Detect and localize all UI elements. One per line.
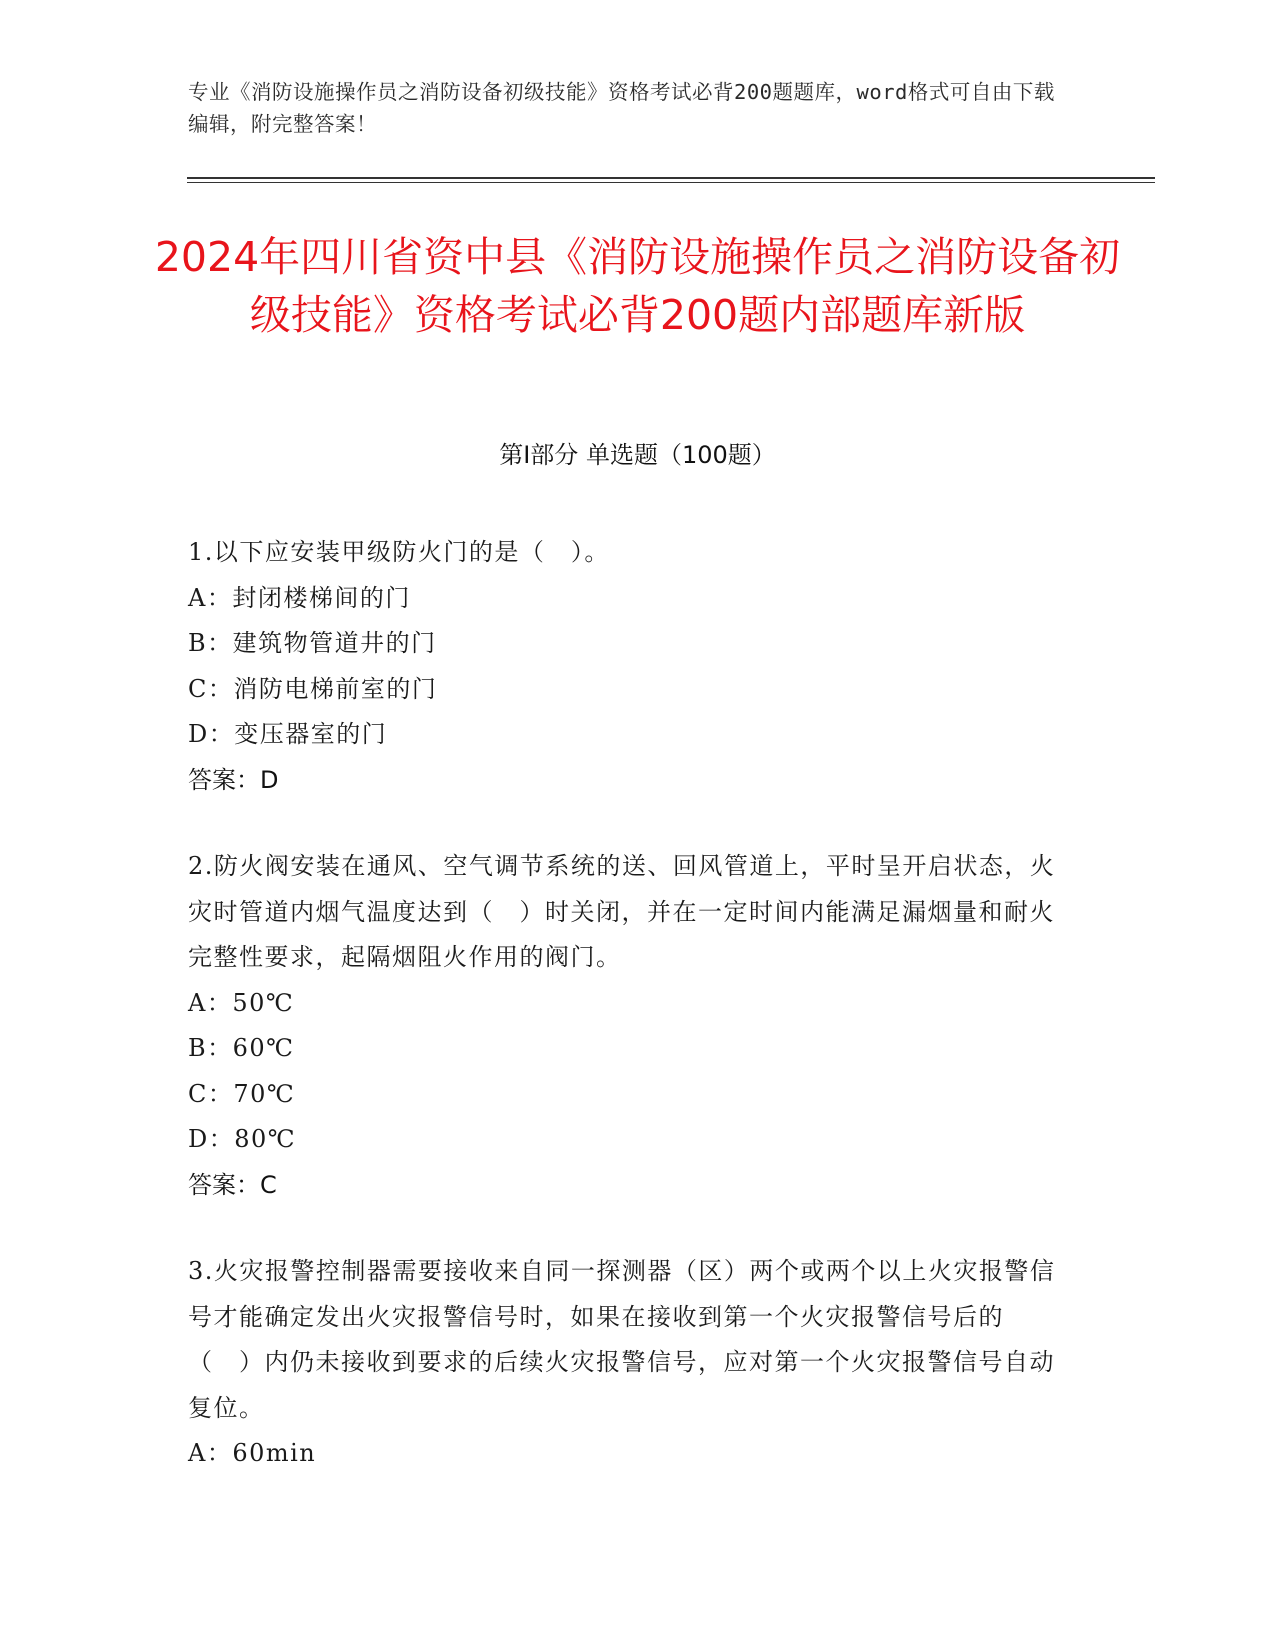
- question-list: [188, 530, 1068, 1518]
- option-b: B：建筑物管道井的门: [188, 629, 437, 657]
- option-a: A：50℃: [188, 988, 295, 1017]
- question-stem: 3.火灾报警控制器需要接收来自同一探测器（区）两个或两个以上火灾报警信号才能确定发出火灾报警信号时，如果在接收到第一个火灾报警信号后的（ ）内仍未接收到要求的后续火灾报警信号，应对第一个火灾报警信号自动复位。: [188, 1257, 1056, 1422]
- section-title: 第Ⅰ部分 单选题（100题）: [499, 441, 776, 469]
- question-2: [188, 844, 1068, 1208]
- option-c: C：70℃: [188, 1079, 296, 1108]
- option-d: D：变压器室的门: [188, 720, 388, 748]
- option-b: B：60℃: [188, 1034, 295, 1062]
- header-divider-thin: [187, 182, 1155, 183]
- document-title: 2024年四川省资中县《消防设施操作员之消防设备初级技能》资格考试必背200题内部题库新版: [154, 233, 1121, 339]
- question-stem: 1.以下应安装甲级防火门的是（ ）。: [188, 538, 610, 566]
- question-1: [188, 530, 1068, 803]
- answer-line: 答案：C: [188, 1170, 277, 1199]
- option-d: D：80℃: [188, 1125, 297, 1153]
- option-a: A：封闭楼梯间的门: [188, 583, 411, 612]
- option-c: C：消防电梯前室的门: [188, 674, 438, 703]
- answer-line: 答案：D: [188, 765, 279, 794]
- question-3: [188, 1249, 1068, 1477]
- option-a: A：60min: [188, 1439, 317, 1467]
- header-divider-thick: [187, 177, 1155, 179]
- header-note: 专业《消防设施操作员之消防设备初级技能》资格考试必背200题题库，word格式可自由下载编辑，附完整答案！: [188, 80, 1055, 136]
- question-stem: 2.防火阀安装在通风、空气调节系统的送、回风管道上，平时呈开启状态，火灾时管道内烟气温度达到（ ）时关闭，并在一定时间内能满足漏烟量和耐火完整性要求，起隔烟阻火作用的阀门。: [188, 852, 1056, 971]
